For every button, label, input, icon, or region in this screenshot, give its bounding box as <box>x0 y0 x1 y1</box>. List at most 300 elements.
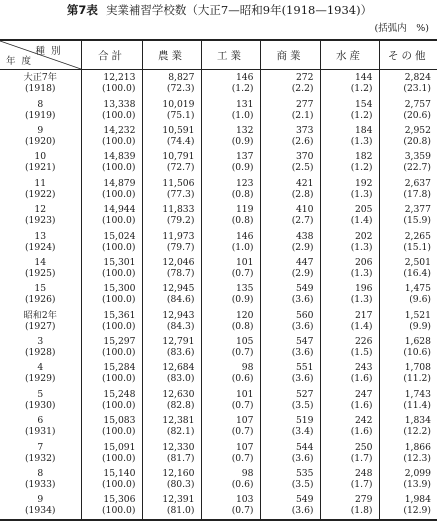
western-year-label: (1931) <box>24 426 56 438</box>
percent-value: (84.3) <box>166 320 195 332</box>
year-cell <box>0 123 81 149</box>
percent-value: (1.0) <box>231 241 254 253</box>
western-year-label: (1925) <box>24 267 56 279</box>
table-title <box>0 3 439 17</box>
percent-value: (1.2) <box>350 109 373 121</box>
percent-value: (75.1) <box>166 109 195 121</box>
percent-value: (3.6) <box>291 373 314 385</box>
count-value: 1,521 <box>404 309 431 321</box>
count-value: 15,306 <box>103 494 136 506</box>
percent-value: (3.6) <box>291 294 314 306</box>
percent-value: (23.1) <box>403 83 431 95</box>
era-year-label: 9 <box>37 124 44 136</box>
western-year-label: (1930) <box>24 399 56 411</box>
count-value: 146 <box>235 230 254 242</box>
percent-value: (2.9) <box>291 267 314 279</box>
cell-other <box>379 176 437 202</box>
count-value: 205 <box>354 204 373 216</box>
cell-commerce <box>260 360 320 386</box>
count-value: 250 <box>354 441 373 453</box>
cell-commerce <box>260 202 320 228</box>
percent-value: (1.7) <box>350 452 373 464</box>
count-value: 101 <box>235 256 254 268</box>
col-header-fisheries: 水産 <box>320 40 379 70</box>
count-value: 551 <box>295 362 314 374</box>
percent-value: (100.0) <box>102 294 136 306</box>
western-year-label: (1923) <box>24 215 56 227</box>
unit-note: (括弧内 %) <box>374 23 429 34</box>
cell-industry <box>201 228 260 254</box>
percent-value: (12.3) <box>403 452 431 464</box>
era-year-label: 8 <box>37 468 44 480</box>
count-value: 15,301 <box>103 256 136 268</box>
cell-total <box>81 387 142 413</box>
count-value: 421 <box>295 177 314 189</box>
cell-industry <box>201 492 260 519</box>
table-row <box>0 123 437 149</box>
year-cell <box>0 439 81 465</box>
percent-value: (1.6) <box>350 373 373 385</box>
western-year-label: (1927) <box>24 320 56 332</box>
count-value: 10,019 <box>162 98 195 110</box>
count-value: 154 <box>354 98 373 110</box>
count-value: 137 <box>235 151 254 163</box>
cell-commerce <box>260 439 320 465</box>
western-year-label: (1934) <box>24 505 56 517</box>
era-year-label: 7 <box>37 441 44 453</box>
cell-industry <box>201 202 260 228</box>
percent-value: (100.0) <box>102 479 136 491</box>
percent-value: (0.9) <box>231 162 254 174</box>
cell-agriculture <box>142 334 201 360</box>
percent-value: (20.8) <box>403 135 431 147</box>
western-year-label: (1926) <box>24 294 56 306</box>
corner-year-label: 年度 <box>6 56 38 67</box>
cell-agriculture <box>142 149 201 175</box>
cell-commerce <box>260 255 320 281</box>
count-value: 15,024 <box>103 230 136 242</box>
cell-agriculture <box>142 123 201 149</box>
cell-agriculture <box>142 96 201 122</box>
cell-total <box>81 70 142 97</box>
percent-value: (1.5) <box>350 347 373 359</box>
percent-value: (1.4) <box>350 320 373 332</box>
count-value: 226 <box>354 336 373 348</box>
cell-total <box>81 466 142 492</box>
percent-value: (1.3) <box>350 294 373 306</box>
percent-value: (11.2) <box>403 373 431 385</box>
cell-industry <box>201 176 260 202</box>
table-row <box>0 96 437 122</box>
count-value: 272 <box>295 72 314 84</box>
count-value: 12,943 <box>162 309 195 321</box>
cell-industry <box>201 308 260 334</box>
cell-commerce <box>260 176 320 202</box>
table-row <box>0 202 437 228</box>
era-year-label: 12 <box>34 204 47 216</box>
count-value: 2,757 <box>404 98 431 110</box>
percent-value: (1.0) <box>231 109 254 121</box>
percent-value: (3.6) <box>291 320 314 332</box>
percent-value: (20.6) <box>403 109 431 121</box>
percent-value: (1.2) <box>350 83 373 95</box>
cell-agriculture <box>142 466 201 492</box>
count-value: 544 <box>295 441 314 453</box>
cell-industry <box>201 281 260 307</box>
cell-industry <box>201 70 260 97</box>
year-cell <box>0 334 81 360</box>
table-body <box>0 70 437 520</box>
cell-industry <box>201 123 260 149</box>
cell-other <box>379 413 437 439</box>
percent-value: (1.3) <box>350 241 373 253</box>
era-year-label: 昭和2年 <box>23 309 57 321</box>
percent-value: (100.0) <box>102 373 136 385</box>
cell-commerce <box>260 228 320 254</box>
percent-value: (100.0) <box>102 452 136 464</box>
percent-value: (12.2) <box>403 426 431 438</box>
cell-total <box>81 360 142 386</box>
count-value: 132 <box>235 124 254 136</box>
cell-agriculture <box>142 413 201 439</box>
count-value: 247 <box>354 388 373 400</box>
percent-value: (100.0) <box>102 426 136 438</box>
cell-industry <box>201 96 260 122</box>
percent-value: (0.9) <box>231 135 254 147</box>
western-year-label: (1928) <box>24 347 56 359</box>
count-value: 217 <box>354 309 373 321</box>
year-cell <box>0 202 81 228</box>
count-value: 120 <box>235 309 254 321</box>
percent-value: (100.0) <box>102 135 136 147</box>
year-cell <box>0 413 81 439</box>
percent-value: (84.6) <box>166 294 195 306</box>
era-year-label: 4 <box>37 362 44 374</box>
count-value: 370 <box>295 151 314 163</box>
year-cell <box>0 308 81 334</box>
col-header-other: その他 <box>379 40 437 70</box>
cell-commerce <box>260 123 320 149</box>
percent-value: (0.7) <box>231 347 254 359</box>
count-value: 206 <box>354 256 373 268</box>
count-value: 12,213 <box>103 72 136 84</box>
year-cell <box>0 387 81 413</box>
percent-value: (0.8) <box>231 320 254 332</box>
cell-fisheries <box>320 387 379 413</box>
percent-value: (80.3) <box>166 479 195 491</box>
era-year-label: 9 <box>37 494 44 506</box>
col-header-total: 合計 <box>81 40 142 70</box>
cell-industry <box>201 387 260 413</box>
percent-value: (100.0) <box>102 109 136 121</box>
era-year-label: 11 <box>34 177 47 189</box>
col-header-industry: 工業 <box>201 40 260 70</box>
era-year-label: 6 <box>37 415 44 427</box>
table-number: 第7表 <box>66 3 98 17</box>
cell-agriculture <box>142 439 201 465</box>
year-cell <box>0 70 81 97</box>
count-value: 202 <box>354 230 373 242</box>
percent-value: (1.3) <box>350 188 373 200</box>
count-value: 107 <box>235 441 254 453</box>
percent-value: (0.7) <box>231 399 254 411</box>
cell-total <box>81 149 142 175</box>
table-row <box>0 149 437 175</box>
cell-fisheries <box>320 96 379 122</box>
western-year-label: (1919) <box>24 109 56 121</box>
percent-value: (100.0) <box>102 347 136 359</box>
cell-other <box>379 228 437 254</box>
year-cell <box>0 255 81 281</box>
count-value: 2,377 <box>404 204 431 216</box>
cell-commerce <box>260 281 320 307</box>
count-value: 11,506 <box>162 177 195 189</box>
percent-value: (11.4) <box>403 399 431 411</box>
count-value: 12,391 <box>162 494 195 506</box>
count-value: 12,791 <box>162 336 195 348</box>
table-row <box>0 466 437 492</box>
count-value: 15,284 <box>103 362 136 374</box>
cell-total <box>81 308 142 334</box>
count-value: 12,160 <box>162 468 195 480</box>
cell-agriculture <box>142 492 201 519</box>
count-value: 15,300 <box>103 283 136 295</box>
count-value: 560 <box>295 309 314 321</box>
percent-value: (81.0) <box>166 505 195 517</box>
table-row <box>0 228 437 254</box>
corner-type-label: 種別 <box>35 46 67 57</box>
percent-value: (13.9) <box>403 479 431 491</box>
cell-agriculture <box>142 387 201 413</box>
cell-fisheries <box>320 70 379 97</box>
percent-value: (72.7) <box>166 162 195 174</box>
count-value: 144 <box>354 72 373 84</box>
table-row <box>0 492 437 519</box>
cell-other <box>379 96 437 122</box>
col-header-commerce: 商業 <box>260 40 320 70</box>
cell-industry <box>201 466 260 492</box>
count-value: 119 <box>235 204 254 216</box>
percent-value: (100.0) <box>102 320 136 332</box>
percent-value: (12.9) <box>403 505 431 517</box>
count-value: 12,945 <box>162 283 195 295</box>
percent-value: (1.3) <box>350 267 373 279</box>
western-year-label: (1920) <box>24 135 56 147</box>
percent-value: (0.6) <box>231 373 254 385</box>
count-value: 519 <box>295 415 314 427</box>
percent-value: (3.5) <box>291 479 314 491</box>
count-value: 373 <box>295 124 314 136</box>
count-value: 12,330 <box>162 441 195 453</box>
table-row <box>0 70 437 97</box>
cell-total <box>81 176 142 202</box>
cell-agriculture <box>142 255 201 281</box>
cell-total <box>81 96 142 122</box>
cell-total <box>81 413 142 439</box>
year-cell <box>0 149 81 175</box>
percent-value: (100.0) <box>102 399 136 411</box>
count-value: 2,099 <box>404 468 431 480</box>
percent-value: (1.8) <box>350 505 373 517</box>
count-value: 101 <box>235 388 254 400</box>
count-value: 14,839 <box>103 151 136 163</box>
count-value: 135 <box>235 283 254 295</box>
cell-commerce <box>260 70 320 97</box>
western-year-label: (1933) <box>24 479 56 491</box>
cell-other <box>379 255 437 281</box>
year-cell <box>0 492 81 519</box>
cell-fisheries <box>320 281 379 307</box>
percent-value: (83.0) <box>166 373 195 385</box>
cell-total <box>81 202 142 228</box>
cell-agriculture <box>142 308 201 334</box>
percent-value: (1.2) <box>350 162 373 174</box>
percent-value: (82.1) <box>166 426 195 438</box>
percent-value: (82.8) <box>166 399 195 411</box>
percent-value: (9.6) <box>409 294 431 306</box>
cell-other <box>379 492 437 519</box>
percent-value: (100.0) <box>102 241 136 253</box>
school-count-table <box>0 39 437 521</box>
cell-commerce <box>260 96 320 122</box>
count-value: 549 <box>295 283 314 295</box>
count-value: 12,684 <box>162 362 195 374</box>
cell-commerce <box>260 466 320 492</box>
percent-value: (1.6) <box>350 426 373 438</box>
table-row <box>0 308 437 334</box>
count-value: 146 <box>235 72 254 84</box>
count-value: 438 <box>295 230 314 242</box>
count-value: 103 <box>235 494 254 506</box>
count-value: 1,984 <box>404 494 431 506</box>
count-value: 2,265 <box>404 230 431 242</box>
percent-value: (0.6) <box>231 479 254 491</box>
cell-total <box>81 334 142 360</box>
percent-value: (1.4) <box>350 215 373 227</box>
western-year-label: (1924) <box>24 241 56 253</box>
percent-value: (0.7) <box>231 426 254 438</box>
cell-agriculture <box>142 281 201 307</box>
col-header-agriculture: 農業 <box>142 40 201 70</box>
percent-value: (79.7) <box>166 241 195 253</box>
cell-fisheries <box>320 439 379 465</box>
cell-commerce <box>260 149 320 175</box>
table-row <box>0 281 437 307</box>
table-row <box>0 387 437 413</box>
percent-value: (0.7) <box>231 267 254 279</box>
percent-value: (16.4) <box>403 267 431 279</box>
cell-fisheries <box>320 360 379 386</box>
western-year-label: (1921) <box>24 162 56 174</box>
percent-value: (100.0) <box>102 267 136 279</box>
count-value: 527 <box>295 388 314 400</box>
cell-commerce <box>260 492 320 519</box>
cell-fisheries <box>320 492 379 519</box>
year-cell <box>0 228 81 254</box>
percent-value: (79.2) <box>166 215 195 227</box>
count-value: 15,297 <box>103 336 136 348</box>
percent-value: (74.4) <box>166 135 195 147</box>
count-value: 10,591 <box>162 124 195 136</box>
percent-value: (1.2) <box>231 83 254 95</box>
percent-value: (78.7) <box>166 267 195 279</box>
count-value: 1,628 <box>404 336 431 348</box>
era-year-label: 13 <box>34 230 47 242</box>
western-year-label: (1929) <box>24 373 56 385</box>
percent-value: (15.1) <box>403 241 431 253</box>
percent-value: (2.7) <box>291 215 314 227</box>
count-value: 11,973 <box>162 230 195 242</box>
count-value: 131 <box>235 98 254 110</box>
table-row <box>0 360 437 386</box>
count-value: 1,834 <box>404 415 431 427</box>
count-value: 15,083 <box>103 415 136 427</box>
cell-other <box>379 281 437 307</box>
percent-value: (10.6) <box>403 347 431 359</box>
year-cell <box>0 96 81 122</box>
count-value: 1,743 <box>404 388 431 400</box>
cell-other <box>379 387 437 413</box>
percent-value: (15.9) <box>403 215 431 227</box>
count-value: 98 <box>241 362 254 374</box>
percent-value: (1.7) <box>350 479 373 491</box>
count-value: 15,361 <box>103 309 136 321</box>
cell-other <box>379 202 437 228</box>
cell-fisheries <box>320 334 379 360</box>
cell-total <box>81 439 142 465</box>
table-row <box>0 413 437 439</box>
cell-agriculture <box>142 360 201 386</box>
count-value: 410 <box>295 204 314 216</box>
cell-other <box>379 308 437 334</box>
cell-total <box>81 492 142 519</box>
percent-value: (1.6) <box>350 399 373 411</box>
table-row <box>0 334 437 360</box>
percent-value: (2.6) <box>291 135 314 147</box>
count-value: 14,232 <box>103 124 136 136</box>
cell-commerce <box>260 334 320 360</box>
count-value: 8,827 <box>168 72 195 84</box>
cell-industry <box>201 413 260 439</box>
percent-value: (3.6) <box>291 505 314 517</box>
percent-value: (81.7) <box>166 452 195 464</box>
count-value: 10,791 <box>162 151 195 163</box>
percent-value: (72.3) <box>166 83 195 95</box>
cell-commerce <box>260 308 320 334</box>
year-cell <box>0 360 81 386</box>
table-row <box>0 176 437 202</box>
percent-value: (100.0) <box>102 83 136 95</box>
count-value: 547 <box>295 336 314 348</box>
era-year-label: 5 <box>37 388 44 400</box>
percent-value: (22.7) <box>403 162 431 174</box>
cell-industry <box>201 334 260 360</box>
percent-value: (2.5) <box>291 162 314 174</box>
count-value: 123 <box>235 177 254 189</box>
count-value: 12,046 <box>162 256 195 268</box>
header-corner-cell <box>0 40 81 70</box>
percent-value: (0.9) <box>231 294 254 306</box>
count-value: 15,140 <box>103 468 136 480</box>
count-value: 12,381 <box>162 415 195 427</box>
western-year-label: (1932) <box>24 452 56 464</box>
count-value: 447 <box>295 256 314 268</box>
cell-fisheries <box>320 176 379 202</box>
year-cell <box>0 466 81 492</box>
era-year-label: 15 <box>34 283 47 295</box>
cell-total <box>81 228 142 254</box>
count-value: 3,359 <box>404 151 431 163</box>
